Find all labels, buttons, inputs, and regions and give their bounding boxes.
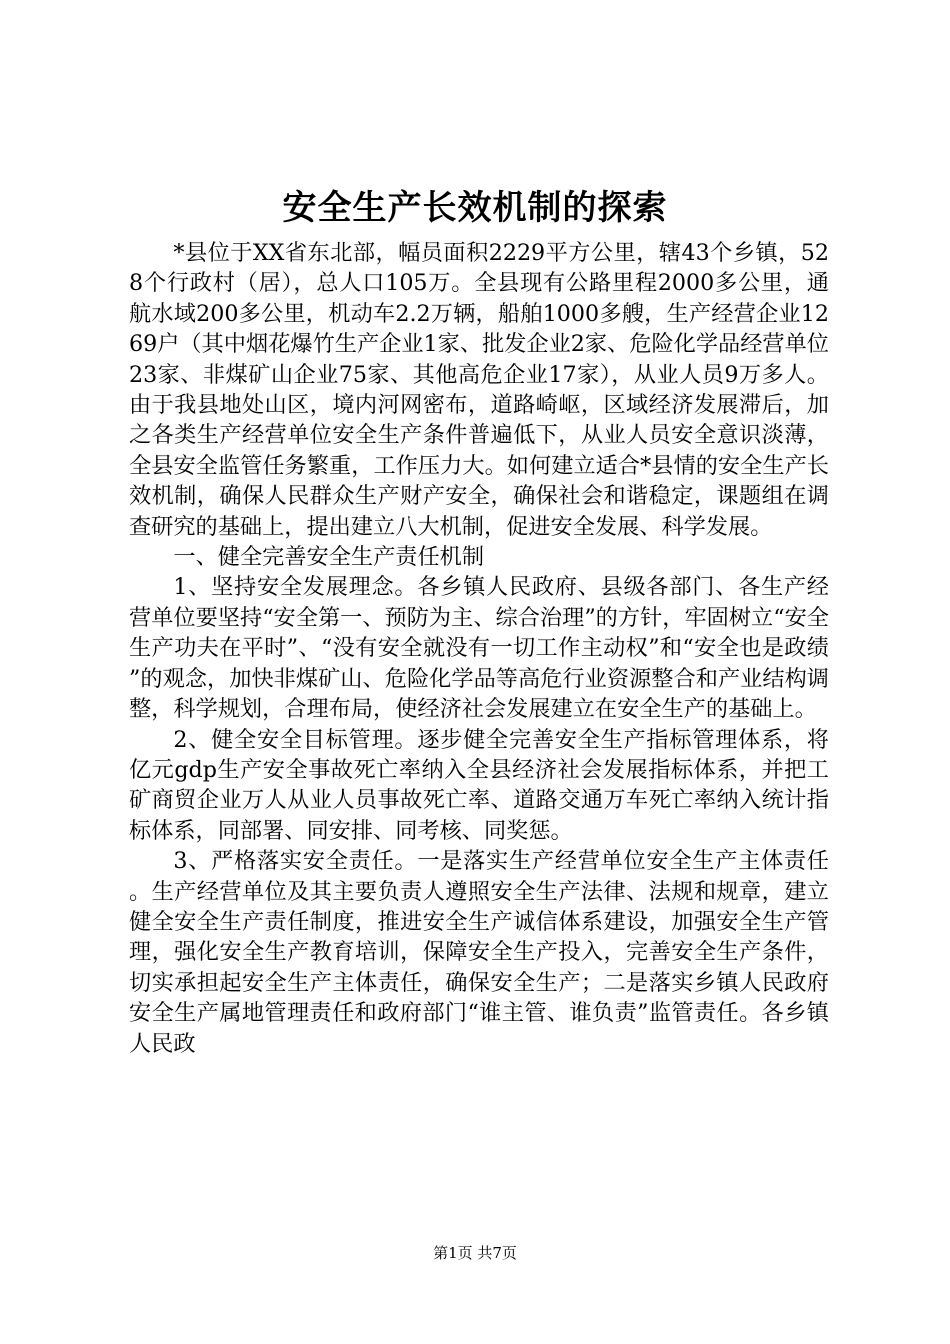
paragraph-item-1: 1、坚持安全发展理念。各乡镇人民政府、县级各部门、各生产经营单位要坚持“安全第一、预防为主、综合治理”的方针，牢固树立“安全生产功夫在平时”、“没有安全就没有一切工作主动权”和“安全也是政绩”的观念，加快非煤矿山、危险化学品等高危行业资源整合和产业结构调整，科学规划，合理布局，使经济社会发展建立在安全生产的基础上。 — [129, 574, 829, 723]
section-heading: 一、健全完善安全生产责任机制 — [173, 544, 485, 571]
paragraph-item-2: 2、健全安全目标管理。逐步健全完善安全生产指标管理体系，将亿元gdp生产安全事故死亡率纳入全县经济社会发展指标体系，并把工矿商贸企业万人从业人员事故死亡率、道路交通万车死亡率纳入统计指标体系，同部署、同安排、同考核、同奖惩。 — [129, 726, 829, 844]
page-footer: 第1页 共7页 — [433, 1244, 517, 1262]
document-body — [129, 238, 829, 1059]
paragraph-intro: *县位于XX省东北部，幅员面积2229平方公里，辖43个乡镇，528个行政村（居），总人口105万。全县现有公路里程2000多公里，通航水域200多公里，机动车2.2万辆，船舶1000多艘，生产经营企业1269户（其中烟花爆竹生产企业1家、批发企业2家、危险化学品经营单位23家、非煤矿山企业75家、其他高危企业17家），从业人员9万多人。由于我县地处山区，境内河网密布，道路崎岖，区域经济发展滞后，加之各类生产经营单位安全生产条件普遍低下，从业人员安全意识淡薄，全县安全监管任务繁重，工作压力大。如何建立适合*县情的安全生产长效机制，确保人民群众生产财产安全，确保社会和谐稳定，课题组在调查研究的基础上，提出建立八大机制，促进安全发展、科学发展。 — [129, 240, 829, 540]
document-title: 安全生产长效机制的探索 — [282, 188, 668, 228]
paragraph-item-3: 3、严格落实安全责任。一是落实生产经营单位安全生产主体责任。生产经营单位及其主要负责人遵照安全生产法律、法规和规章，建立健全安全生产责任制度，推进安全生产诚信体系建设，加强安全生产管理，强化安全生产教育培训，保障安全生产投入，完善安全生产条件，切实承担起安全生产主体责任，确保安全生产；二是落实乡镇人民政府安全生产属地管理责任和政府部门“谁主管、谁负责”监管责任。各乡镇人民政 — [129, 848, 829, 1057]
